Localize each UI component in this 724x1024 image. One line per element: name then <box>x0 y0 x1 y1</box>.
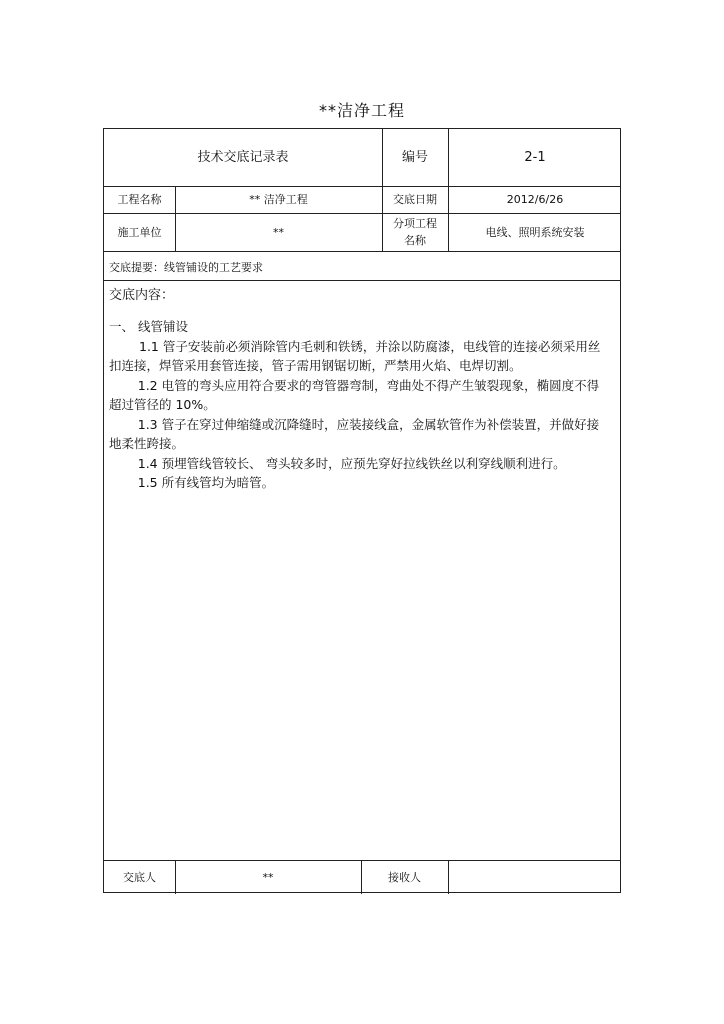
contractor-label: 施工单位 <box>117 225 162 239</box>
receiver-label: 接收人 <box>388 870 421 884</box>
technical-briefing-form <box>103 128 621 893</box>
content-paragraph: 1.2 电管的弯头应用符合要求的弯管器弯制，弯曲处不得产生皱裂现象，椭圆度不得超过管径的 10%。 <box>109 377 600 412</box>
briefing-content <box>109 317 601 493</box>
briefing-summary: 交底提要：线管铺设的工艺要求 <box>109 261 263 274</box>
content-label: 交底内容： <box>109 288 175 303</box>
date-value: 2012/6/26 <box>506 193 564 206</box>
sub-project-label-line1: 分项工程 <box>393 217 437 230</box>
sub-project-label <box>382 213 448 251</box>
document-title: **洁净工程 <box>318 101 405 120</box>
row-divider <box>104 280 620 281</box>
content-paragraph: 1.4 预埋管线管较长、 弯头较多时，应预先穿好拉线铁丝以利穿线顺利进行。 <box>137 455 566 471</box>
content-paragraph: 1.5 所有线管均为暗管。 <box>137 475 275 490</box>
project-name-label: 工程名称 <box>117 193 162 206</box>
contractor-value: ** <box>273 225 284 239</box>
handover-value: ** <box>262 870 274 884</box>
receiver-value <box>448 860 622 894</box>
handover-label: 交底人 <box>123 870 156 884</box>
row-divider <box>104 251 620 252</box>
project-name-value: ** 洁净工程 <box>249 193 308 206</box>
number-value: 2-1 <box>524 150 546 165</box>
content-paragraph: 1.3 管子在穿过伸缩缝或沉降缝时，应装接线盒，金属软管作为补偿装置，并做好接地柔性跨接。 <box>109 416 600 451</box>
number-label: 编号 <box>401 150 428 165</box>
sub-project-label-line2: 名称 <box>404 234 426 247</box>
content-paragraph: 1.1 管子安装前必须消除管内毛刺和铁锈，并涂以防腐漆，电线管的连接必须采用丝扣连接，焊管采用套管连接，管子需用钢锯切断，严禁用火焰、电焊切割。 <box>109 338 601 373</box>
date-label: 交底日期 <box>393 193 437 206</box>
sub-project-value: 电线、照明系统安装 <box>485 225 585 239</box>
form-title: 技术交底记录表 <box>197 150 289 165</box>
section-heading: 一、 线管铺设 <box>109 319 188 334</box>
